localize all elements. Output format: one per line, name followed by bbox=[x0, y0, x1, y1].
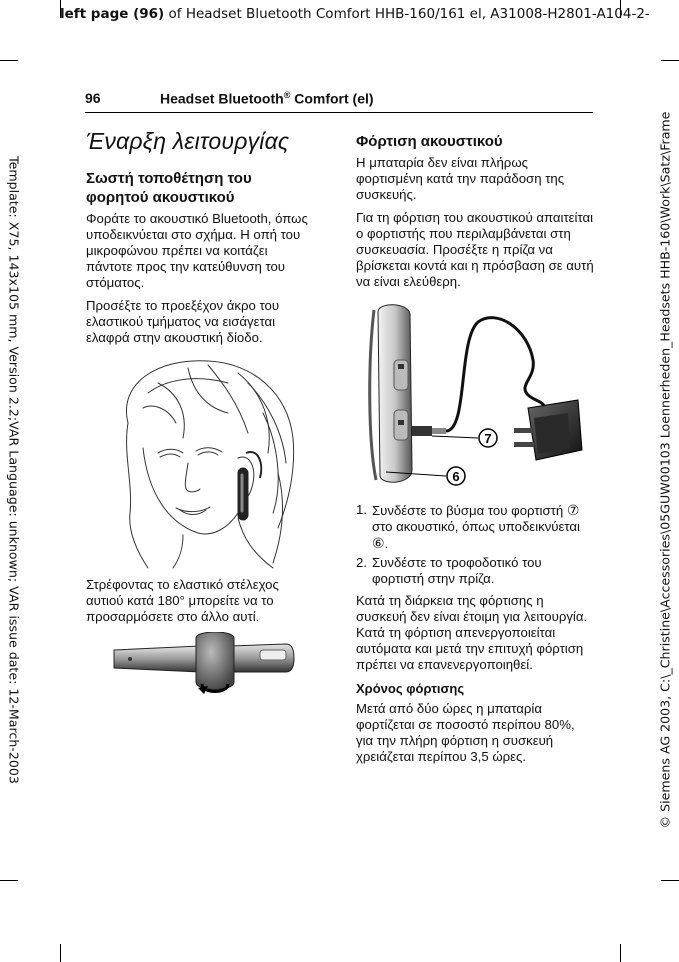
page-number: 96 bbox=[85, 90, 101, 106]
template-info: Template: X75, 143x105 mm, Version 2.2;VAR Language: unknown; VAR issue date: 12-March-2003 bbox=[6, 156, 22, 784]
running-header-title: Headset Bluetooth bbox=[160, 90, 284, 107]
copyright-path: © Siemens AG 2003, C:\_Christine\Accessories\05GUW00103 Loennerheden_Headsets HHB-160\Work\Satz\Frame bbox=[657, 111, 673, 829]
charging-steps bbox=[356, 502, 594, 587]
callout-ref-7: ⑦ bbox=[566, 502, 580, 518]
charging-time-text: Μετά από δύο ώρες η μπαταρία φορτίζεται σε ποσοστό περίπου 80%, για την πλήρη φόρτιση η συσκευή χρειάζεται περίπου 3,5 ώρες. bbox=[356, 701, 575, 764]
callout-label-6: 6 bbox=[452, 469, 460, 484]
subsection-title: Σωστή τοποθέτηση του φορητού ακουστικού bbox=[86, 170, 252, 206]
ear-tip-note: Προσέξτε το προεξέχον άκρο του ελαστικού τμήματος να εισάγεται ελαφρά στην ακουστική δίοδο. bbox=[86, 298, 280, 345]
template-sidebar bbox=[4, 60, 24, 880]
step-number: 1. bbox=[356, 502, 367, 517]
crop-mark bbox=[661, 880, 679, 881]
step-text: Συνδέστε το βύσμα του φορτιστή bbox=[372, 503, 567, 518]
charging-time-title: Χρόνος φόρτισης bbox=[356, 681, 465, 696]
step-text: Συνδέστε το τροφοδοτικό του φορτιστή στην πρίζα. bbox=[372, 555, 542, 586]
crop-mark bbox=[620, 944, 621, 962]
charger-requirement-note: Για τη φόρτιση του ακουστικού απαιτείται ο φορτιστής που περιλαμβάνεται στη συσκευασία. Προσέξτε η πρίζα να βρίσκεται κοντά και η πρόσβαση σε αυτή να είναι ελεύθερη. bbox=[356, 210, 594, 289]
crop-mark bbox=[60, 944, 61, 962]
ear-hook-rotation-note: Στρέφοντας το ελαστικό στέλεχος αυτιού κατά 180° μπορείτε να το προσαρμόσετε στο άλλο αυτί. bbox=[86, 577, 279, 624]
registered-mark: ® bbox=[283, 90, 291, 100]
print-slug-text: of Headset Bluetooth Comfort HHB-160/161 el, A31008-H2801-A104-2- bbox=[164, 6, 650, 22]
section-title: Έναρξη λειτουργίας bbox=[86, 128, 290, 154]
print-slug bbox=[60, 6, 679, 22]
charging-state-note: Κατά τη διάρκεια της φόρτισης η συσκευή δεν είναι έτοιμη για λειτουργία. Κατά τη φόρτιση απενεργοποιείται αυτόματα και μετά την επιτυχή φόρτιση πρέπει να επανενεργοποιηθεί. bbox=[356, 593, 588, 672]
headset-side-view-illustration bbox=[110, 632, 296, 698]
step-number: 2. bbox=[356, 555, 367, 570]
step-text: στο ακουστικό, όπως υποδεικνύεται bbox=[372, 519, 580, 534]
charger-connection-illustration bbox=[368, 300, 588, 496]
battery-state-note: Η μπαταρία δεν είναι πλήρως φορτισμένη κατά την παράδοση της συσκευής. bbox=[356, 155, 565, 202]
print-slug-page: left page (96) bbox=[60, 6, 165, 22]
charging-title: Φόρτιση ακουστικού bbox=[356, 133, 503, 150]
running-header bbox=[160, 90, 374, 107]
list-item bbox=[356, 502, 594, 552]
woman-wearing-headset-illustration bbox=[88, 353, 302, 569]
left-column bbox=[86, 128, 308, 698]
headset-on-ear bbox=[238, 452, 261, 520]
running-header-suffix: Comfort (el) bbox=[290, 90, 374, 107]
callout-ref-6: ⑥ bbox=[372, 535, 385, 551]
page-header bbox=[85, 88, 593, 113]
copyright-sidebar bbox=[655, 60, 675, 880]
list-item bbox=[356, 555, 594, 587]
callout-label-7: 7 bbox=[484, 431, 492, 446]
wearing-instructions: Φοράτε το ακουστικό Bluetooth, όπως υποδεικνύεται στο σχήμα. Η οπή του μικροφώνου πρέπει να κοιτάζει πάντοτε προς την κατεύθυνση του στόματος. bbox=[86, 211, 308, 290]
crop-mark bbox=[0, 880, 18, 881]
step-text: . bbox=[384, 536, 389, 551]
right-column bbox=[356, 132, 594, 772]
